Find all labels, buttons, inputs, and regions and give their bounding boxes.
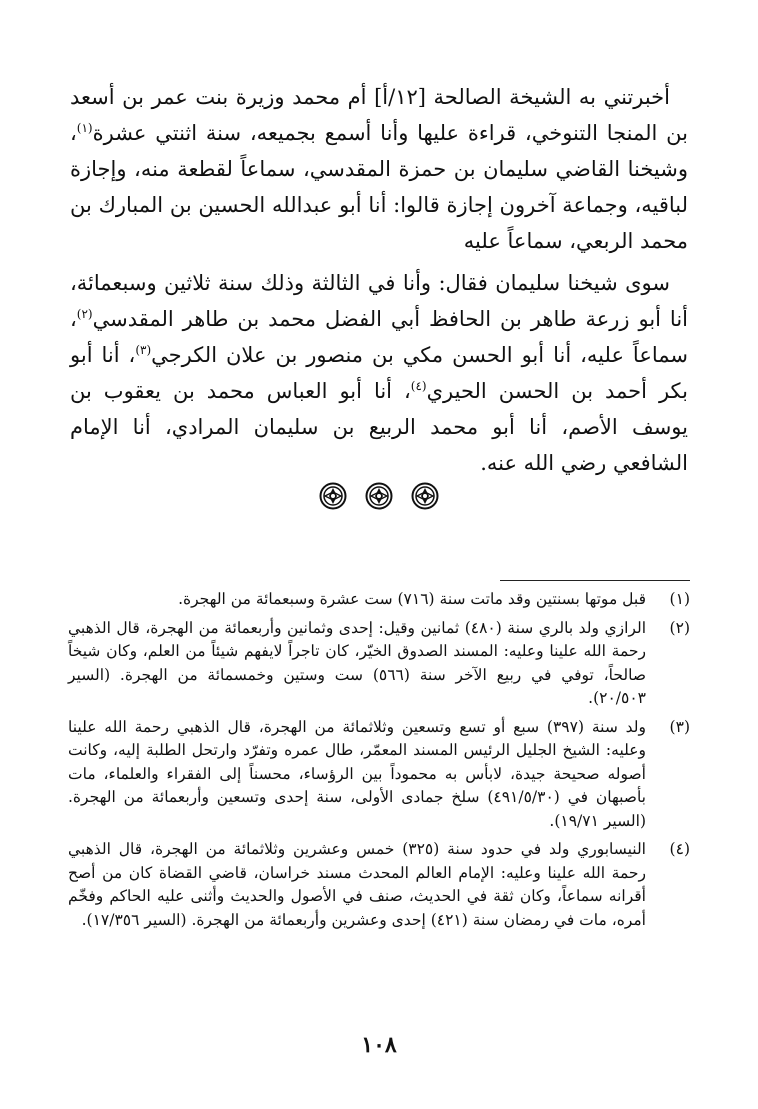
footnote-text: ولد سنة (٣٩٧) سبع أو تسع وتسعين وثلاثمائة من الهجرة، قال الذهبي رحمة الله علينا وعليه: الشيخ الجليل الرئيس المسند المعمّر، طال عمره وتفرّد وارتحل الطلبة إليه، وكانت أصوله صحيحة جيدة، لابأس به محموداً بين الرؤساء، محسناً إلى الفقراء والعلماء، مات بأصبهان في (٤٩١/٥/٣٠) سلخ جمادى الأولى، سنة إحدى وتسعين وأربعمائة من الهجرة. (السير ١٩/٧١). [68,717,647,830]
paragraph-2-text-a: سوى شيخنا سليمان فقال: وأنا في الثالثة وذلك سنة ثلاثين وسبعمائة، أنا أبو زرعة طاهر بن الحافظ أبي الفضل محمد بن طاهر المقدسي [70,271,688,331]
footnote-number: (٢) [669,618,690,637]
footnote-ref-1: (١) [76,121,93,135]
footnote-text: الرازي ولد بالري سنة (٤٨٠) ثمانين وقيل: إحدى وثمانين وأربعمائة من الهجرة، قال الذهبي رحمة الله علينا وعليه: المسند الصدوق الخيّر، كان تاجراً لايفهم شيئاً من العلم، وكان شيخاً صالحاً، توفي في ربيع الآخر سنة (٥٦٦) ست وستين وخمسمائة من الهجرة. (السير ٢٠/٥٠٣). [68,618,647,707]
footnote-separator-rule [500,580,690,581]
footnote-ref-3: (٣) [135,343,152,357]
footnote-text: النيسابوري ولد في حدود سنة (٣٢٥) خمس وعشرين وثلاثمائة من الهجرة، قال الذهبي رحمة الله علينا وعليه: الإمام العالم المحدث مسند خراسان، قاضي القضاة كان من أصح أقرانه سماعاً، وكان ثقة في الحديث، صنف في الأصول والحديث وأثنى عليه الحاكم وفخّم أمره، مات في رمضان سنة (٤٢١) إحدى وعشرين وأربعمائة من الهجرة. (السير ١٧/٣٥٦). [68,840,646,929]
paragraph-2-text-c: ، أنا أبو بكر أحمد بن الحسن الحيري [70,343,688,403]
footnote-item [68,838,690,932]
footnote-item [68,716,690,834]
footnote-ref-4: (٤) [410,379,427,393]
footnote-number: (١) [669,590,690,608]
rosette-ornament-icon [365,482,393,510]
main-paragraph-1 [70,79,688,259]
footnote-number: (٣) [669,717,690,736]
rosette-ornament-icon [411,482,439,510]
paragraph-2-text-b: ، سماعاً عليه، أنا أبو الحسن مكي بن منصور بن علان الكرجي [70,307,688,367]
paragraph-2-text-d: ، أنا أبو العباس محمد بن يعقوب بن يوسف الأصم، أنا أبو محمد الربيع بن سليمان المرادي، أنا الإمام الشافعي رضي الله عنه. [70,379,688,475]
section-divider-ornaments [0,482,758,510]
page-number: ١٠٨ [361,1032,397,1058]
footnote-item [68,617,690,711]
footnote-text: قبل موتها بسنتين وقد ماتت سنة (٧١٦) ست عشرة وسبعمائة من الهجرة. [178,590,646,608]
footnote-item [68,588,690,612]
paragraph-1-text-b: ، وشيخنا القاضي سليمان بن حمزة المقدسي، سماعاً لقطعة منه، وإجازة لباقيه، وجماعة آخرون إجازة قالوا: أنا أبو عبدالله الحسين بن المبارك بن محمد الربعي، سماعاً عليه [70,121,688,253]
footnote-number: (٤) [669,840,690,858]
paragraph-1-text-a: أخبرتني به الشيخة الصالحة [١٢/أ] أم محمد وزيرة بنت عمر بن أسعد بن المنجا التنوخي، قراءة عليها وأنا أسمع بجميعه، سنة اثنتي عشرة [70,85,688,145]
main-paragraph-2 [70,265,688,481]
footnotes-list [68,588,690,937]
rosette-ornament-icon [319,482,347,510]
footnote-ref-2: (٢) [76,307,93,321]
